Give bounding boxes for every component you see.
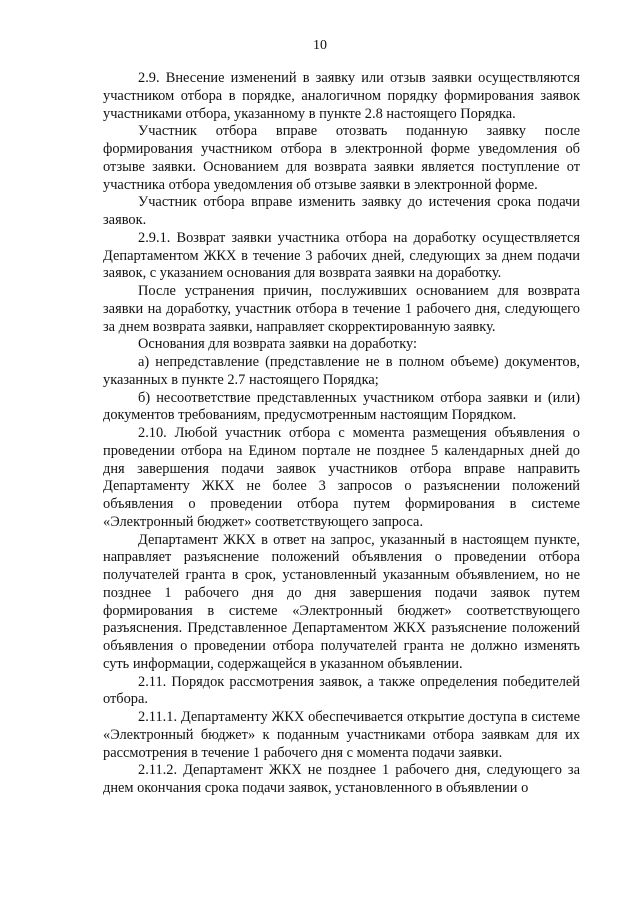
paragraph-corrected-application: После устранения причин, послуживших основанием для возврата заявки на доработку, участник отбора в течение 1 рабочего дня, следующего за днем возврата заявки, направляет скорректированную заявку.	[103, 283, 580, 335]
paragraph-2-11: 2.11. Порядок рассмотрения заявок, а также определения победителей отбора.	[103, 673, 580, 708]
page-number: 10	[313, 38, 327, 53]
paragraph-2-11-2: 2.11.2. Департамент ЖКХ не позднее 1 рабочего дня, следующего за днем окончания срока подачи заявок, установленного в объявлении о	[103, 762, 580, 796]
paragraph-withdrawal: Участник отбора вправе отозвать поданную заявку после формирования участником отбора в электронной форме уведомления об отзыве заявки. Основанием для возврата заявки является поступление от участника отбора уведомления об отзыве заявки в электронной форме.	[103, 123, 580, 193]
paragraph-2-10: 2.10. Любой участник отбора с момента размещения объявления о проведении отбора на Едином портале не позднее 5 календарных дней до дня завершения подачи заявок участников отбора вправе направить Департаменту ЖКХ не более 3 запросов о разъяснении положений объявления о проведении отбора путем формирования в системе «Электронный бюджет» соответствующего запроса.	[103, 425, 580, 530]
paragraph-change-deadline: Участник отбора вправе изменить заявку до истечения срока подачи заявок.	[103, 194, 580, 228]
document-body	[103, 70, 580, 798]
paragraph-clarification-response: Департамент ЖКХ в ответ на запрос, указанный в настоящем пункте, направляет разъяснение положений объявления о проведении отбора получателей гранта в срок, установленный указанным объявлением, но не позднее 1 рабочего дня до дня завершения подачи заявок путем формирования в системе «Электронный бюджет» соответствующего разъяснения. Представленное Департаментом ЖКХ разъяснение положений объявления о проведении отбора получателей гранта не должно изменять суть информации, содержащейся в указанном объявлении.	[103, 531, 580, 672]
paragraph-2-11-1: 2.11.1. Департаменту ЖКХ обеспечивается открытие доступа в системе «Электронный бюджет» к поданным участниками отбора заявкам для их рассмотрения в течение 1 рабочего дня с момента подачи заявки.	[103, 709, 580, 761]
paragraph-ground-b: б) несоответствие представленных участником отбора заявки и (или) документов требованиям, предусмотренным настоящим Порядком.	[103, 389, 580, 424]
paragraph-2-9: 2.9. Внесение изменений в заявку или отзыв заявки осуществляются участником отбора в порядке, аналогичном порядку формирования заявок участниками отбора, указанному в пункте 2.8 настоящего Порядка.	[103, 70, 580, 122]
paragraph-2-9-1: 2.9.1. Возврат заявки участника отбора на доработку осуществляется Департаментом ЖКХ в течение 3 рабочих дней, следующих за днем подачи заявок, с указанием основания для возврата заявки на доработку.	[103, 229, 580, 282]
paragraph-return-grounds-heading: Основания для возврата заявки на доработку:	[138, 336, 418, 353]
paragraph-ground-a: а) непредставление (представление не в полном объеме) документов, указанных в пункте 2.7 настоящего Порядка;	[103, 354, 580, 388]
